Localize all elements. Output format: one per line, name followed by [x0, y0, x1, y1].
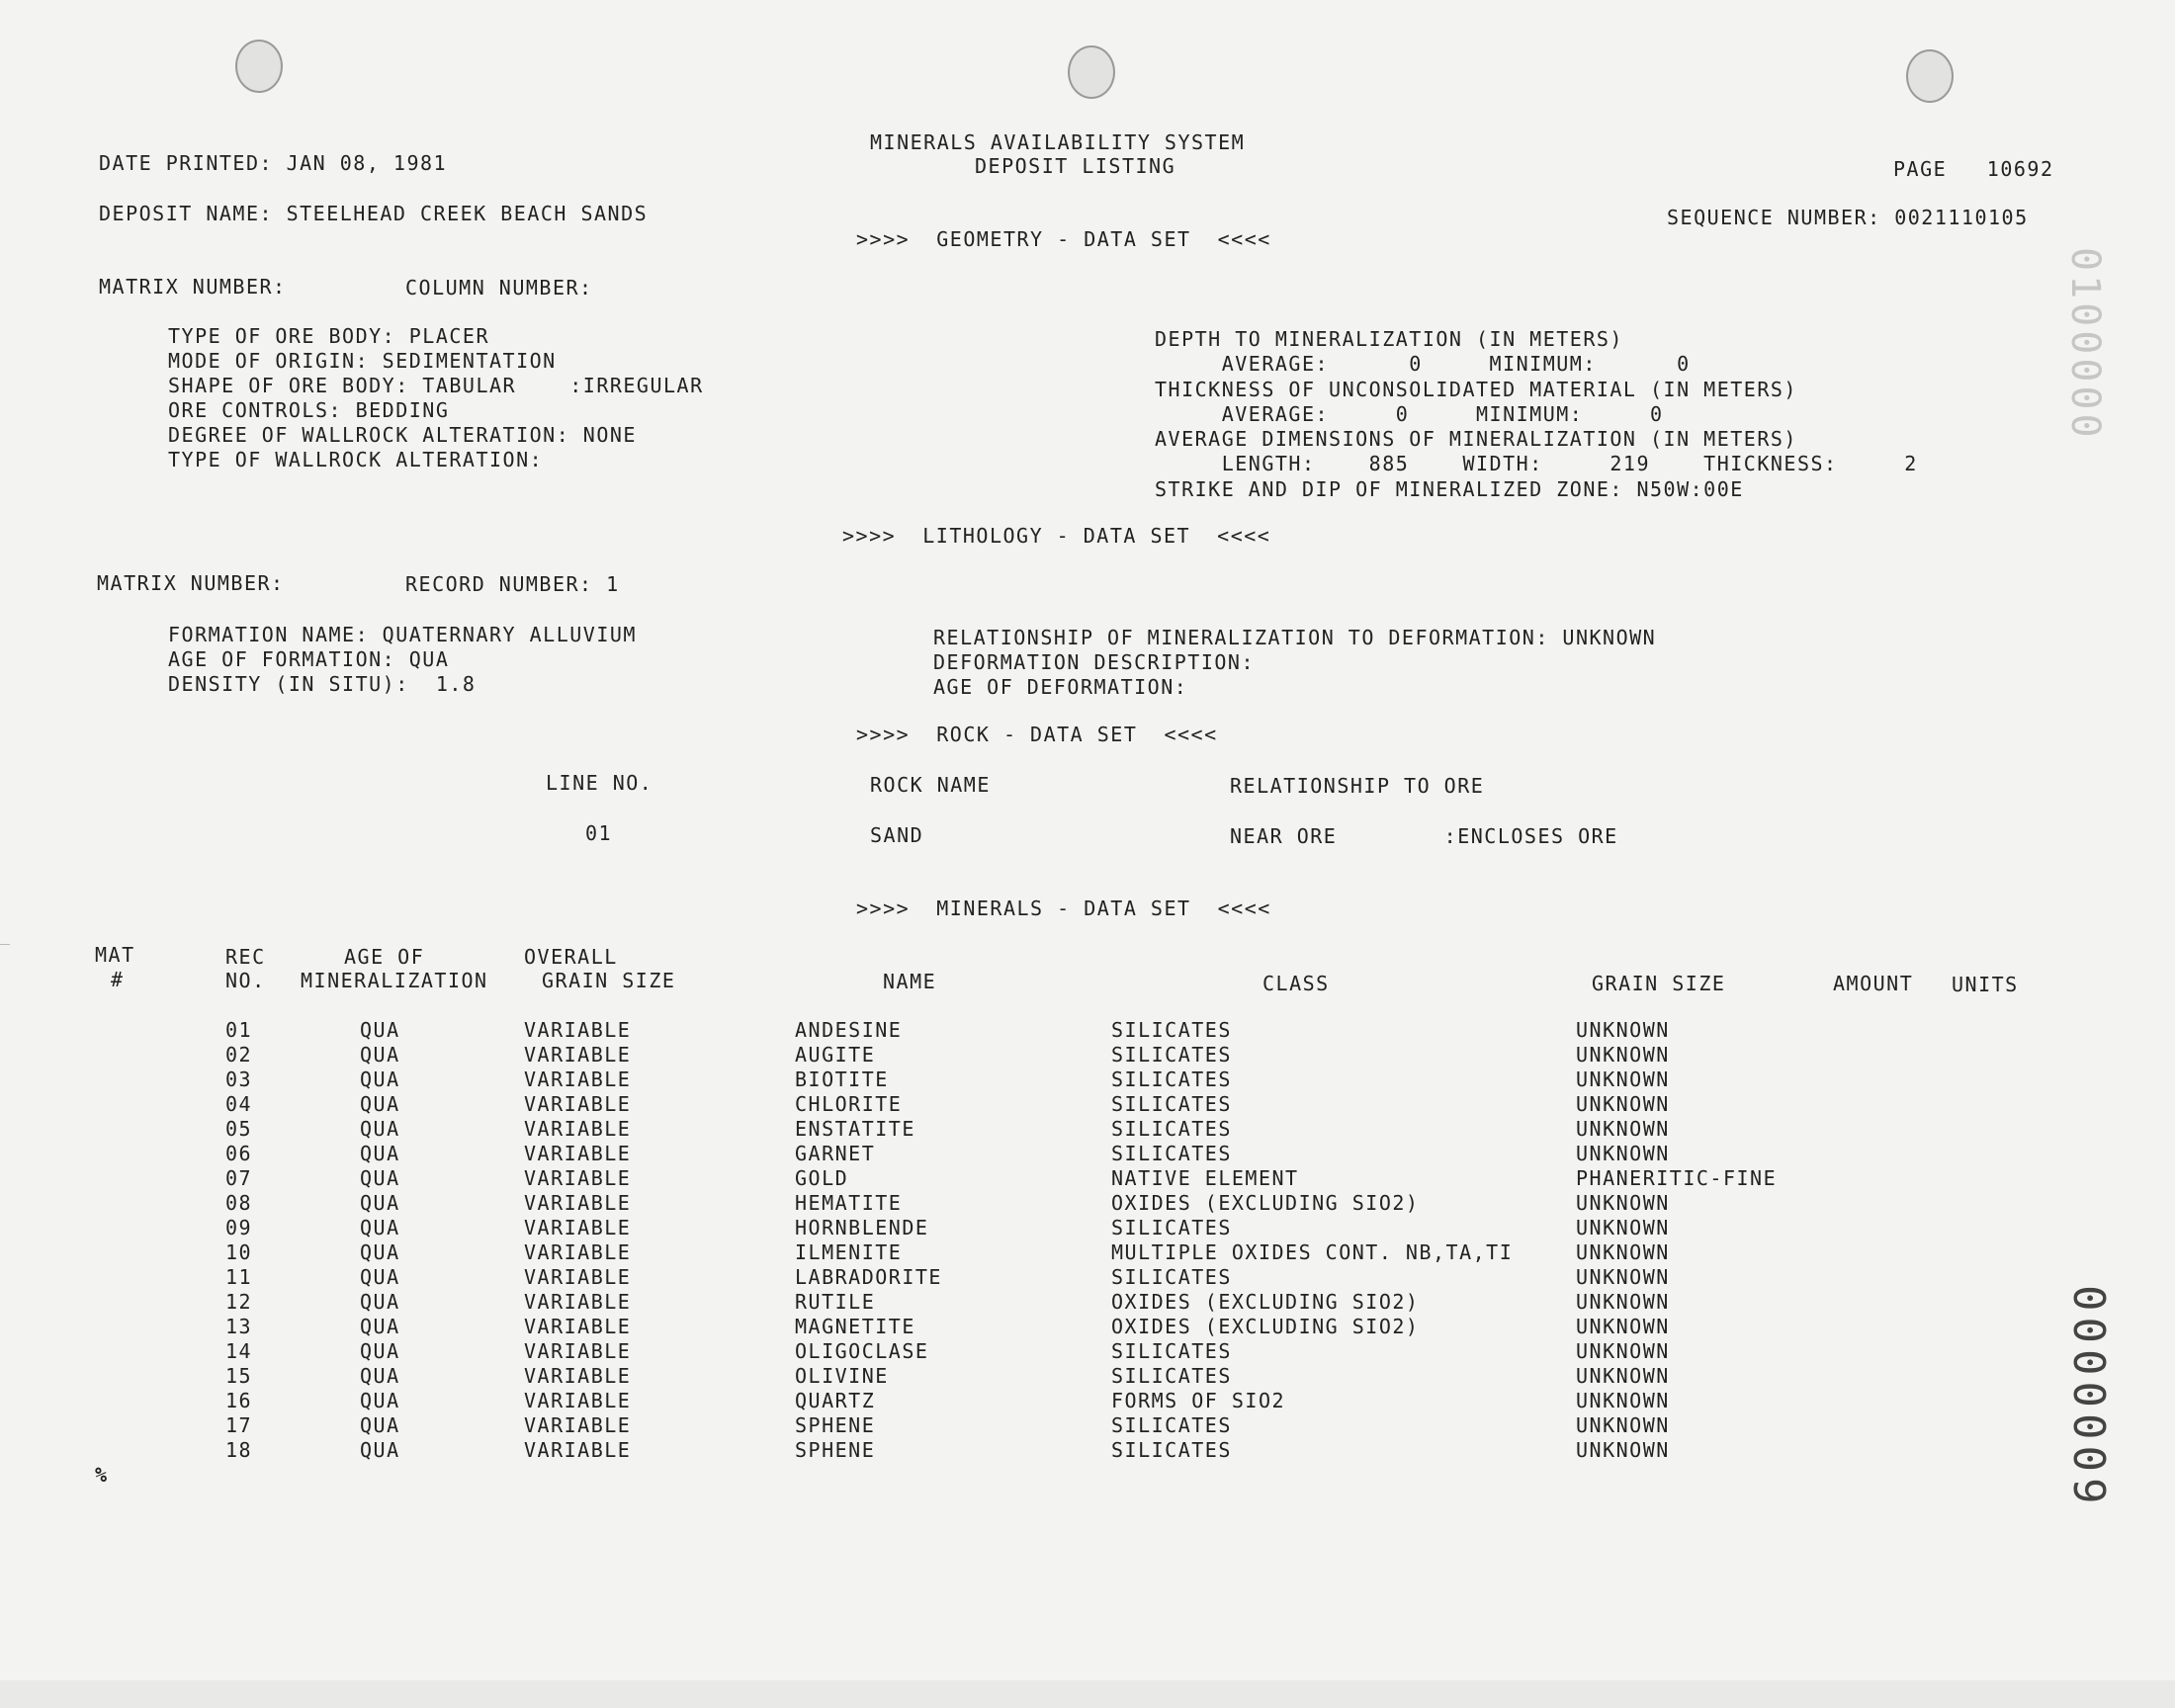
mineral-name-cell: HORNBLENDE [795, 1216, 929, 1239]
mineral-name-cell: GOLD [795, 1166, 849, 1190]
table-row [0, 1339, 2175, 1364]
overall-grain-cell: VARIABLE [524, 1043, 632, 1067]
overall-grain-cell: VARIABLE [524, 1216, 632, 1239]
minerals-header-grain-size: GRAIN SIZE [1592, 972, 1726, 995]
table-row [0, 1117, 2175, 1142]
mineral-name-cell: LABRADORITE [795, 1265, 942, 1289]
listing-title: DEPOSIT LISTING [975, 154, 1176, 178]
age-cell: QUA [360, 1265, 400, 1289]
mineral-class-cell: SILICATES [1111, 1413, 1232, 1437]
age-cell: QUA [360, 1142, 400, 1165]
rec-cell: 11 [225, 1265, 253, 1289]
lithology-left-line: FORMATION NAME: QUATERNARY ALLUVIUM [168, 623, 637, 646]
age-cell: QUA [360, 1240, 400, 1264]
table-row [0, 1092, 2175, 1117]
grain-size-cell: UNKNOWN [1576, 1043, 1670, 1067]
system-title: MINERALS AVAILABILITY SYSTEM [870, 130, 1246, 154]
grain-size-cell: UNKNOWN [1576, 1240, 1670, 1264]
geometry-right-line: LENGTH: 885 WIDTH: 219 THICKNESS: 2 [1155, 452, 1918, 475]
mineral-class-cell: SILICATES [1111, 1043, 1232, 1067]
rec-cell: 16 [225, 1389, 253, 1412]
overall-grain-cell: VARIABLE [524, 1068, 632, 1091]
table-row [0, 1240, 2175, 1265]
age-cell: QUA [360, 1043, 400, 1067]
lithology-left-line: AGE OF FORMATION: QUA [168, 647, 450, 671]
rock-row-relationship: NEAR ORE :ENCLOSES ORE [1230, 824, 1618, 848]
rock-row-rock-name: SAND [870, 823, 924, 847]
overall-grain-cell: VARIABLE [524, 1142, 632, 1165]
lithology-section-title: >>>> LITHOLOGY - DATA SET <<<< [842, 524, 1271, 548]
mineral-class-cell: NATIVE ELEMENT [1111, 1166, 1299, 1190]
overall-grain-cell: VARIABLE [524, 1265, 632, 1289]
footer-percent-mark: % [95, 1463, 109, 1487]
minerals-header-units: UNITS [1952, 973, 2019, 996]
table-row [0, 1290, 2175, 1315]
age-cell: QUA [360, 1068, 400, 1091]
grain-size-cell: UNKNOWN [1576, 1191, 1670, 1215]
table-row [0, 1018, 2175, 1043]
rock-header-line-no: LINE NO. [546, 771, 653, 795]
overall-grain-cell: VARIABLE [524, 1315, 632, 1338]
punch-hole-right [1906, 49, 1954, 103]
minerals-header-rec: REC [225, 945, 266, 969]
mineral-class-cell: SILICATES [1111, 1216, 1232, 1239]
rec-cell: 03 [225, 1068, 253, 1091]
minerals-header-mat: MAT [95, 943, 135, 967]
geometry-right-line: DEPTH TO MINERALIZATION (IN METERS) [1155, 327, 1623, 351]
mineral-name-cell: SPHENE [795, 1438, 876, 1462]
grain-size-cell: UNKNOWN [1576, 1216, 1670, 1239]
age-cell: QUA [360, 1438, 400, 1462]
geometry-left-line: DEGREE OF WALLROCK ALTERATION: NONE [168, 423, 637, 447]
geometry-left-line: ORE CONTROLS: BEDDING [168, 398, 450, 422]
edge-tick [0, 944, 10, 945]
grain-size-cell: UNKNOWN [1576, 1290, 1670, 1314]
lithology-record-number: RECORD NUMBER: 1 [405, 572, 620, 596]
overall-grain-cell: VARIABLE [524, 1117, 632, 1141]
geometry-matrix-number: MATRIX NUMBER: [99, 275, 287, 299]
overall-grain-cell: VARIABLE [524, 1166, 632, 1190]
mineral-name-cell: QUARTZ [795, 1389, 876, 1412]
punch-hole-left [235, 40, 283, 93]
lithology-left-line: DENSITY (IN SITU): 1.8 [168, 672, 477, 696]
rec-cell: 09 [225, 1216, 253, 1239]
age-cell: QUA [360, 1092, 400, 1116]
minerals-header-mat-hash: # [111, 968, 125, 991]
minerals-header-name: NAME [883, 970, 937, 993]
table-row [0, 1043, 2175, 1068]
grain-size-cell: UNKNOWN [1576, 1339, 1670, 1363]
grain-size-cell: UNKNOWN [1576, 1092, 1670, 1116]
age-cell: QUA [360, 1166, 400, 1190]
age-cell: QUA [360, 1216, 400, 1239]
date-printed: DATE PRINTED: JAN 08, 1981 [99, 151, 448, 175]
rock-section-title: >>>> ROCK - DATA SET <<<< [856, 723, 1218, 746]
mineral-class-cell: FORMS OF SIO2 [1111, 1389, 1286, 1412]
grain-size-cell: UNKNOWN [1576, 1068, 1670, 1091]
rec-cell: 15 [225, 1364, 253, 1388]
punch-hole-center [1068, 45, 1115, 99]
age-cell: QUA [360, 1315, 400, 1338]
lithology-right-line: AGE OF DEFORMATION: [933, 675, 1188, 699]
overall-grain-cell: VARIABLE [524, 1413, 632, 1437]
mineral-name-cell: HEMATITE [795, 1191, 903, 1215]
geometry-column-number: COLUMN NUMBER: [405, 276, 593, 299]
table-row [0, 1413, 2175, 1438]
table-row [0, 1142, 2175, 1166]
minerals-header-grain-size-overall: GRAIN SIZE [542, 969, 676, 992]
mineral-name-cell: ANDESINE [795, 1018, 903, 1042]
mineral-name-cell: GARNET [795, 1142, 876, 1165]
bottom-side-stamp: 0000009 [2063, 1285, 2114, 1510]
mineral-name-cell: OLIGOCLASE [795, 1339, 929, 1363]
mineral-class-cell: SILICATES [1111, 1092, 1232, 1116]
geometry-right-line: AVERAGE: 0 MINIMUM: 0 [1155, 352, 1691, 376]
mineral-class-cell: SILICATES [1111, 1265, 1232, 1289]
mineral-class-cell: SILICATES [1111, 1018, 1232, 1042]
rec-cell: 06 [225, 1142, 253, 1165]
rec-cell: 07 [225, 1166, 253, 1190]
table-row [0, 1364, 2175, 1389]
grain-size-cell: UNKNOWN [1576, 1315, 1670, 1338]
table-row [0, 1315, 2175, 1339]
table-row [0, 1438, 2175, 1463]
mineral-class-cell: SILICATES [1111, 1142, 1232, 1165]
geometry-left-line: TYPE OF ORE BODY: PLACER [168, 324, 489, 348]
geometry-left-line: SHAPE OF ORE BODY: TABULAR :IRREGULAR [168, 374, 704, 397]
rock-header-relationship: RELATIONSHIP TO ORE [1230, 774, 1485, 798]
table-row [0, 1265, 2175, 1290]
rec-cell: 02 [225, 1043, 253, 1067]
grain-size-cell: UNKNOWN [1576, 1438, 1670, 1462]
geometry-left-line: TYPE OF WALLROCK ALTERATION: [168, 448, 544, 471]
rec-cell: 01 [225, 1018, 253, 1042]
minerals-section-title: >>>> MINERALS - DATA SET <<<< [856, 897, 1271, 920]
grain-size-cell: UNKNOWN [1576, 1265, 1670, 1289]
lithology-matrix-number: MATRIX NUMBER: [97, 571, 285, 595]
rock-row-line-no: 01 [585, 821, 613, 845]
rec-cell: 17 [225, 1413, 253, 1437]
mineral-name-cell: SPHENE [795, 1413, 876, 1437]
overall-grain-cell: VARIABLE [524, 1339, 632, 1363]
overall-grain-cell: VARIABLE [524, 1018, 632, 1042]
geometry-right-line: AVERAGE: 0 MINIMUM: 0 [1155, 402, 1664, 426]
mineral-name-cell: ENSTATITE [795, 1117, 915, 1141]
page-number: PAGE 10692 [1893, 157, 2054, 181]
grain-size-cell: PHANERITIC-FINE [1576, 1166, 1778, 1190]
overall-grain-cell: VARIABLE [524, 1389, 632, 1412]
geometry-left-line: MODE OF ORIGIN: SEDIMENTATION [168, 349, 557, 373]
grain-size-cell: UNKNOWN [1576, 1117, 1670, 1141]
age-cell: QUA [360, 1117, 400, 1141]
age-cell: QUA [360, 1389, 400, 1412]
deposit-name: DEPOSIT NAME: STEELHEAD CREEK BEACH SANDS [99, 202, 649, 225]
table-row [0, 1191, 2175, 1216]
rec-cell: 13 [225, 1315, 253, 1338]
geometry-right-line: AVERAGE DIMENSIONS OF MINERALIZATION (IN METERS) [1155, 427, 1797, 451]
mineral-class-cell: SILICATES [1111, 1068, 1232, 1091]
minerals-header-class: CLASS [1262, 972, 1330, 995]
mineral-name-cell: CHLORITE [795, 1092, 903, 1116]
minerals-header-rec-no: NO. [225, 969, 266, 992]
faint-side-stamp: 0100000 [2062, 247, 2108, 442]
grain-size-cell: UNKNOWN [1576, 1364, 1670, 1388]
mineral-class-cell: OXIDES (EXCLUDING SIO2) [1111, 1315, 1420, 1338]
mineral-name-cell: ILMENITE [795, 1240, 903, 1264]
mineral-class-cell: SILICATES [1111, 1339, 1232, 1363]
age-cell: QUA [360, 1413, 400, 1437]
minerals-header-age: AGE OF [344, 945, 425, 969]
age-cell: QUA [360, 1290, 400, 1314]
mineral-class-cell: SILICATES [1111, 1438, 1232, 1462]
grain-size-cell: UNKNOWN [1576, 1413, 1670, 1437]
overall-grain-cell: VARIABLE [524, 1290, 632, 1314]
grain-size-cell: UNKNOWN [1576, 1389, 1670, 1412]
mineral-class-cell: SILICATES [1111, 1364, 1232, 1388]
geometry-right-line: STRIKE AND DIP OF MINERALIZED ZONE: N50W:00E [1155, 477, 1744, 501]
table-row [0, 1166, 2175, 1191]
minerals-header-amount: AMOUNT [1833, 972, 1914, 995]
minerals-header-mineralization: MINERALIZATION [301, 969, 488, 992]
grain-size-cell: UNKNOWN [1576, 1142, 1670, 1165]
rec-cell: 10 [225, 1240, 253, 1264]
age-cell: QUA [360, 1191, 400, 1215]
mineral-name-cell: RUTILE [795, 1290, 876, 1314]
mineral-class-cell: OXIDES (EXCLUDING SIO2) [1111, 1191, 1420, 1215]
overall-grain-cell: VARIABLE [524, 1092, 632, 1116]
mineral-name-cell: BIOTITE [795, 1068, 889, 1091]
rec-cell: 05 [225, 1117, 253, 1141]
age-cell: QUA [360, 1339, 400, 1363]
lithology-right-line: RELATIONSHIP OF MINERALIZATION TO DEFORMATION: UNKNOWN [933, 626, 1657, 649]
minerals-header-overall: OVERALL [524, 945, 618, 969]
mineral-class-cell: MULTIPLE OXIDES CONT. NB,TA,TI [1111, 1240, 1514, 1264]
grain-size-cell: UNKNOWN [1576, 1018, 1670, 1042]
overall-grain-cell: VARIABLE [524, 1364, 632, 1388]
mineral-class-cell: SILICATES [1111, 1117, 1232, 1141]
table-row [0, 1068, 2175, 1092]
age-cell: QUA [360, 1018, 400, 1042]
geometry-section-title: >>>> GEOMETRY - DATA SET <<<< [856, 227, 1271, 251]
rec-cell: 14 [225, 1339, 253, 1363]
sequence-number: SEQUENCE NUMBER: 0021110105 [1667, 206, 2029, 229]
rock-header-rock-name: ROCK NAME [870, 773, 991, 797]
mineral-name-cell: MAGNETITE [795, 1315, 915, 1338]
rec-cell: 18 [225, 1438, 253, 1462]
mineral-class-cell: OXIDES (EXCLUDING SIO2) [1111, 1290, 1420, 1314]
rec-cell: 08 [225, 1191, 253, 1215]
mineral-name-cell: AUGITE [795, 1043, 876, 1067]
overall-grain-cell: VARIABLE [524, 1438, 632, 1462]
rec-cell: 12 [225, 1290, 253, 1314]
age-cell: QUA [360, 1364, 400, 1388]
geometry-right-line: THICKNESS OF UNCONSOLIDATED MATERIAL (IN METERS) [1155, 378, 1797, 401]
table-row [0, 1216, 2175, 1240]
lithology-right-line: DEFORMATION DESCRIPTION: [933, 650, 1255, 674]
table-row [0, 1389, 2175, 1413]
overall-grain-cell: VARIABLE [524, 1240, 632, 1264]
overall-grain-cell: VARIABLE [524, 1191, 632, 1215]
rec-cell: 04 [225, 1092, 253, 1116]
mineral-name-cell: OLIVINE [795, 1364, 889, 1388]
